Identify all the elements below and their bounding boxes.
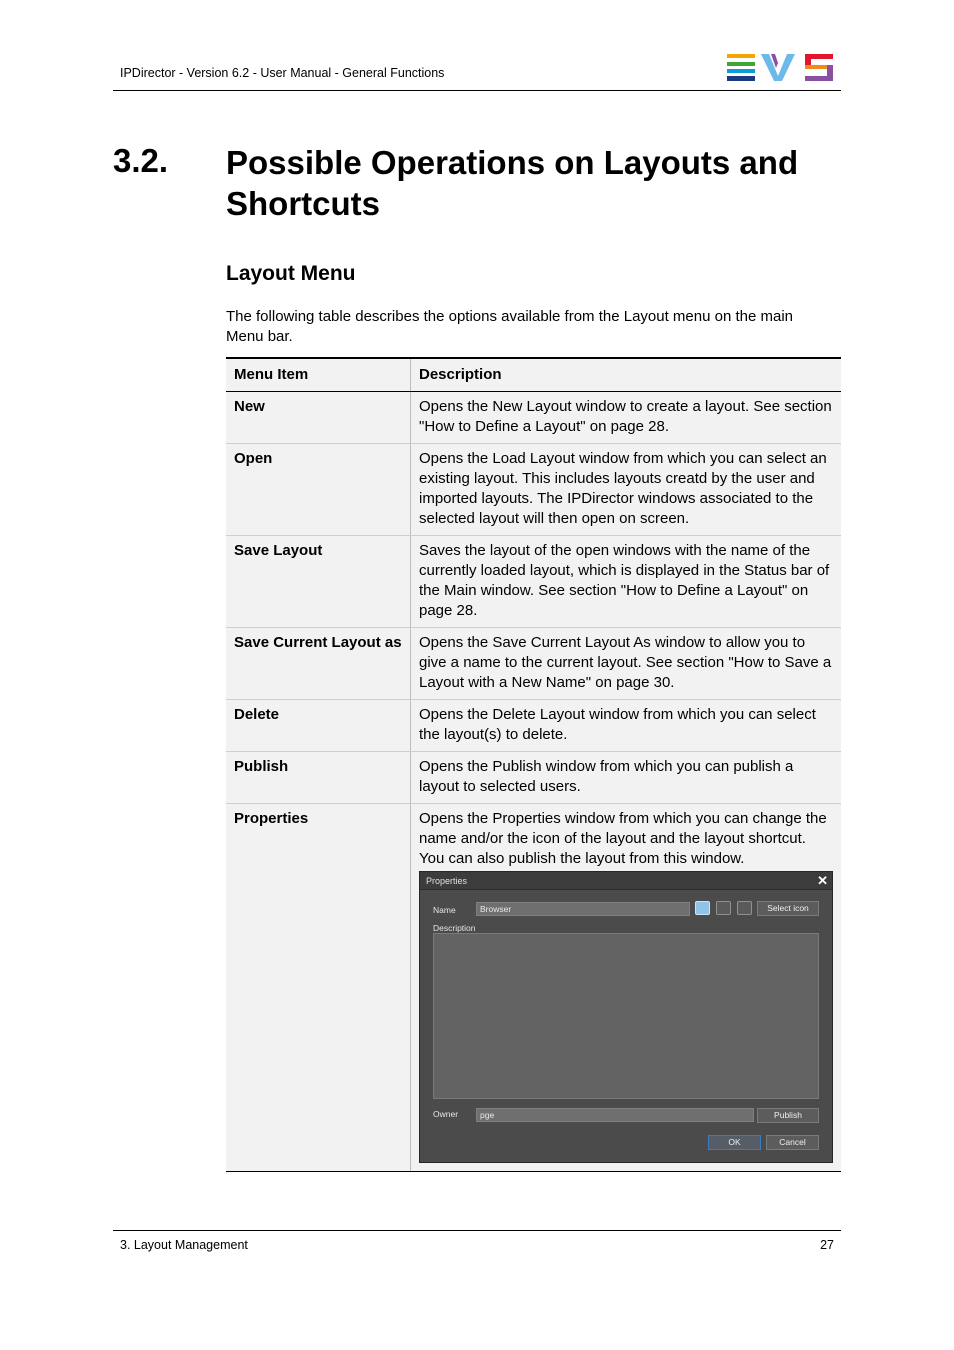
table-row: [226, 804, 841, 1172]
table-row: [226, 536, 841, 628]
section-number: 3.2.: [113, 142, 169, 179]
dialog-title-bar: [420, 872, 832, 890]
menu-item-description: Opens the Properties window from which you can change the name and/or the icon of the layout and the layout shortcut. You can also publish the layout from this window.: [419, 810, 827, 867]
table-row: [226, 700, 841, 752]
menu-item-description: Opens the Load Layout window from which you can select an existing layout. This includes layouts creatd by the user and imported layouts. The IPDirector windows associated to the selected layout will then open on screen.: [411, 444, 842, 536]
menu-item-description: Opens the Publish window from which you can publish a layout to selected users.: [411, 752, 842, 804]
owner-label: Owner: [433, 1109, 459, 1119]
owner-field[interactable]: pge: [476, 1108, 754, 1122]
menu-item-description: Opens the Delete Layout window from which you can select the layout(s) to delete.: [411, 700, 842, 752]
menu-item-name: Delete: [226, 700, 411, 752]
description-label: Description: [433, 923, 476, 933]
name-label: Name: [433, 905, 456, 915]
menu-item-name: Save Layout: [226, 536, 411, 628]
footer-rule: [113, 1230, 841, 1231]
cancel-button[interactable]: Cancel: [766, 1135, 819, 1150]
menu-item-description-cell: [411, 804, 842, 1172]
ok-button[interactable]: OK: [708, 1135, 761, 1150]
footer-chapter: 3. Layout Management: [120, 1238, 248, 1252]
select-icon-button[interactable]: Select icon: [757, 901, 819, 916]
name-field[interactable]: Browser: [476, 902, 690, 916]
menu-item-description: Opens the Save Current Layout As window to allow you to give a name to the current layout. See section "How to Save a Layout with a New Name" on page 30.: [411, 628, 842, 700]
table-row: [226, 628, 841, 700]
subsection-title: Layout Menu: [226, 262, 356, 285]
table-row: [226, 392, 841, 444]
header-rule: [113, 90, 841, 91]
evs-logo: [727, 54, 833, 81]
column-header-menu-item: Menu Item: [226, 358, 411, 392]
close-icon[interactable]: ✕: [817, 873, 828, 888]
menu-item-name: Publish: [226, 752, 411, 804]
menu-item-name: Properties: [226, 804, 411, 1172]
menu-item-name: Save Current Layout as: [226, 628, 411, 700]
description-field[interactable]: [433, 933, 819, 1099]
menu-item-description: Opens the New Layout window to create a layout. See section "How to Define a Layout" on page 28.: [411, 392, 842, 444]
column-header-description: Description: [411, 358, 842, 392]
table-row: [226, 752, 841, 804]
page-number: 27: [820, 1238, 834, 1252]
publish-button[interactable]: Publish: [757, 1108, 819, 1123]
monitor-icon[interactable]: [695, 901, 710, 915]
monitor-icon[interactable]: [737, 901, 752, 915]
table-header-row: [226, 358, 841, 392]
menu-item-description: Saves the layout of the open windows with the name of the currently loaded layout, which is displayed in the Status bar of the Main window. See section "How to Define a Layout" on page 28.: [411, 536, 842, 628]
layout-menu-table: [226, 357, 841, 1172]
menu-item-name: New: [226, 392, 411, 444]
menu-item-name: Open: [226, 444, 411, 536]
properties-dialog: [419, 871, 833, 1163]
intro-paragraph: The following table describes the options available from the Layout menu on the main Menu bar.: [226, 308, 794, 345]
header-doc-title: IPDirector - Version 6.2 - User Manual - General Functions: [120, 66, 445, 80]
section-title: Possible Operations on Layouts and Shortcuts: [226, 144, 799, 222]
dialog-title: Properties: [426, 876, 468, 886]
table-row: [226, 444, 841, 536]
monitor-icon[interactable]: [716, 901, 731, 915]
